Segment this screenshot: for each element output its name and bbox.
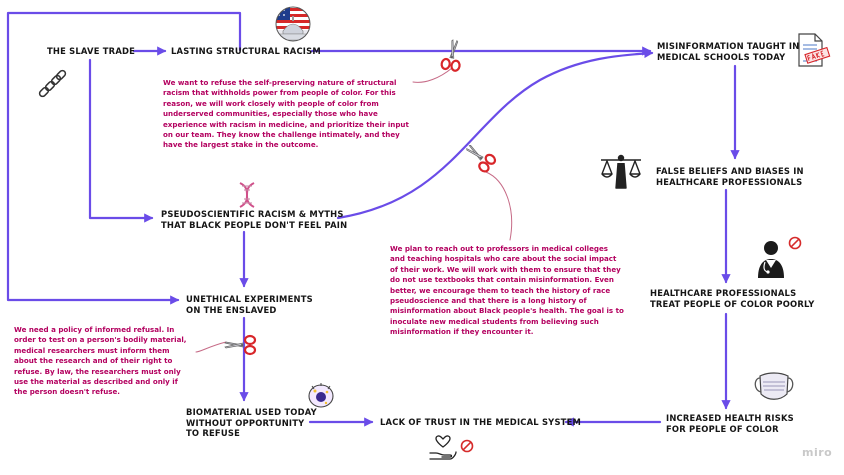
scissors-icon — [438, 38, 466, 76]
scissors-icon — [462, 140, 500, 176]
miro-watermark: miro — [802, 446, 833, 459]
node-unethical-experiments: UNETHICAL EXPERIMENTS ON THE ENSLAVED — [186, 294, 313, 315]
justice-scales-icon — [598, 152, 644, 192]
node-lasting-structural-racism: LASTING STRUCTURAL RACISM — [171, 46, 321, 56]
note-informed-refusal: We need a policy of informed refusal. In order to test on a person's bodily material, medical researchers must inform them about the research and of their right to refuse. By law, the researchers must only use the material as described and only if the person doesn't refuse. — [14, 325, 187, 397]
arrow-slave-trade-to-pseudoscience — [90, 60, 152, 218]
us-capitol-flag-icon — [275, 6, 311, 42]
node-false-beliefs: FALSE BELIEFS AND BIASES IN HEALTHCARE PROFESSIONALS — [656, 166, 804, 187]
node-treat-poorly: HEALTHCARE PROFESSIONALS TREAT PEOPLE OF COLOR POORLY — [650, 288, 815, 309]
node-misinformation-taught: MISINFORMATION TAUGHT IN MEDICAL SCHOOLS TODAY — [657, 41, 800, 62]
face-mask-icon — [750, 370, 798, 404]
microbe-icon — [306, 380, 336, 410]
dna-icon — [236, 182, 258, 208]
doctor-icon — [756, 238, 786, 280]
fake-document-icon — [795, 32, 831, 70]
note-professors-outreach: We plan to reach out to professors in medical colleges and teaching hospitals who care about the social impact of their work. We will work with them to ensure that they do not use textbooks that contain misinformation. Even better, we encourage them to teach the history of race pseudoscience and that there is a long history of misinformation about Black people's health. The goal is to inoculate new medical students from believing such misinformation if they encounter it. — [390, 244, 624, 337]
prohibited-icon — [460, 439, 474, 453]
prohibited-icon — [788, 236, 802, 250]
note-structural-racism: We want to refuse the self-preserving nature of structural racism that withholds power from people of color. For this reason, we will work closely with people of color from underserved communities, especially those who have experience with racism in medicine, and prioritize their input on our team. They know the challenge intimately, and they have the largest stake in the outcome. — [163, 78, 409, 150]
node-pseudoscientific-racism: PSEUDOSCIENTIFIC RACISM & MYTHS THAT BLACK PEOPLE DON'T FEEL PAIN — [161, 209, 348, 230]
chain-icon — [37, 70, 67, 100]
scissors-icon — [222, 332, 262, 358]
node-the-slave-trade: THE SLAVE TRADE — [47, 46, 136, 56]
heart-hand-icon — [428, 434, 458, 462]
node-increased-health-risks: INCREASED HEALTH RISKS FOR PEOPLE OF COLOR — [666, 413, 794, 434]
node-biomaterial: BIOMATERIAL USED TODAY WITHOUT OPPORTUNITY TO REFUSE — [186, 407, 317, 439]
node-lack-of-trust: LACK OF TRUST IN THE MEDICAL SYSTEM — [380, 417, 582, 427]
note-connector-professors — [486, 172, 512, 240]
